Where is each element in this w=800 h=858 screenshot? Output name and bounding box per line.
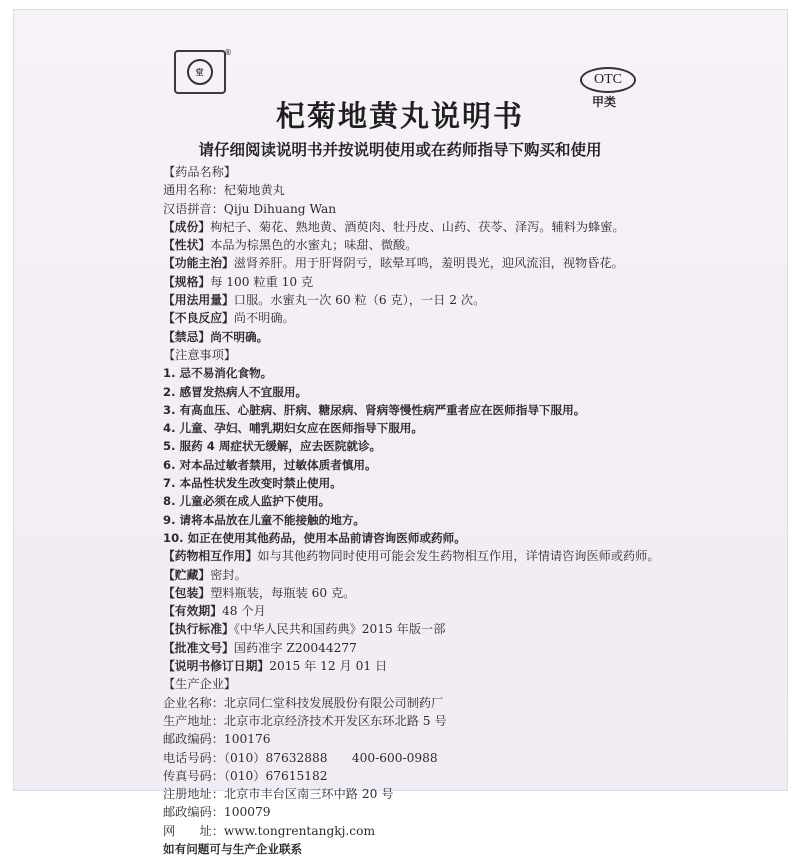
spec-row: 【规格】每 100 粒重 10 克 [163, 274, 314, 289]
note-item: 4. 儿童、孕妇、哺乳期妇女应在医师指导下服用。 [163, 421, 423, 436]
storage-row: 【贮藏】密封。 [163, 567, 247, 582]
indication-row: 【功能主治】滋肾养肝。用于肝肾阴亏，眩晕耳鸣，羞明畏光，迎风流泪，视物昏花。 [163, 256, 624, 271]
adverse-row: 【不良反应】尚不明确。 [163, 311, 295, 326]
validity-row: 【有效期】48 个月 [163, 604, 266, 619]
name-heading: 【药品名称】 [163, 165, 237, 179]
note-item: 6. 对本品过敏者禁用，过敏体质者慎用。 [163, 457, 377, 472]
note-item: 1. 忌不易消化食物。 [163, 366, 273, 381]
maker-line: 传真号码：（010）67615182 [163, 768, 328, 783]
registered-mark: ® [224, 48, 232, 57]
maker-line: 邮政编码：100079 [163, 805, 271, 820]
maker-line: 生产地址：北京市北京经济技术开发区东环北路 5 号 [163, 713, 447, 728]
note-item: 9. 请将本品放在儿童不能接触的地方。 [163, 512, 366, 527]
ingredients-row: 【成份】枸杞子、菊花、熟地黄、酒萸肉、牡丹皮、山药、茯苓、泽泻。辅料为蜂蜜。 [163, 219, 625, 234]
note-item: 5. 服药 4 周症状无缓解，应去医院就诊。 [163, 439, 382, 454]
revision-row: 【说明书修订日期】2015 年 12 月 01 日 [163, 659, 388, 674]
approval-row: 【批准文号】国药准字 Z20044277 [163, 640, 357, 655]
note-item: 3. 有高血压、心脏病、肝病、糖尿病、肾病等慢性病严重者应在医师指导下服用。 [163, 402, 586, 417]
note-item: 10. 如正在使用其他药品，使用本品前请咨询医师或药师。 [163, 530, 466, 545]
note-item: 8. 儿童必须在成人监护下使用。 [163, 494, 331, 509]
otc-class-label: 甲类 [592, 95, 617, 109]
footer-contact: 如有问题可与生产企业联系 [163, 841, 303, 856]
appearance-row: 【性状】本品为棕黑色的水蜜丸；味甜、微酸。 [163, 238, 418, 253]
maker-heading: 【生产企业】 [163, 677, 237, 692]
maker-line: 电话号码：（010）87632888 400-600-0988 [163, 750, 438, 765]
brand-logo [174, 50, 226, 94]
interaction-row: 【药物相互作用】如与其他药物同时使用可能会发生药物相互作用，详情请咨询医师或药师。 [163, 549, 660, 564]
otc-badge: OTC [580, 67, 636, 93]
note-item: 7. 本品性状发生改变时禁止使用。 [163, 476, 342, 491]
note-item: 2. 感冒发热病人不宜服用。 [163, 384, 308, 399]
standard-row: 【执行标准】《中华人民共和国药典》2015 年版一部 [163, 622, 446, 637]
document-title: 杞菊地黄丸说明书 [275, 99, 524, 133]
pinyin-name: 汉语拼音：Qiju Dihuang Wan [163, 201, 337, 216]
contra-row: 【禁忌】尚不明确。 [163, 329, 269, 344]
notes-heading: 【注意事项】 [163, 347, 237, 362]
maker-line: 企业名称：北京同仁堂科技发展股份有限公司制药厂 [163, 695, 444, 710]
package-row: 【包装】塑料瓶装，每瓶装 60 克。 [163, 585, 356, 600]
leaflet-body [163, 163, 660, 858]
maker-line: 注册地址：北京市丰台区南三环中路 20 号 [163, 787, 394, 802]
dosage-row: 【用法用量】口服。水蜜丸一次 60 粒（6 克），一日 2 次。 [163, 293, 486, 308]
maker-website: 网 址：www.tongrentangkj.com [163, 823, 376, 838]
logo-seal-icon: 堂 [187, 59, 213, 85]
maker-line: 邮政编码：100176 [163, 732, 271, 747]
document-subtitle: 请仔细阅读说明书并按说明使用或在药师指导下购买和使用 [198, 141, 602, 159]
generic-name: 通用名称：杞菊地黄丸 [163, 183, 285, 198]
